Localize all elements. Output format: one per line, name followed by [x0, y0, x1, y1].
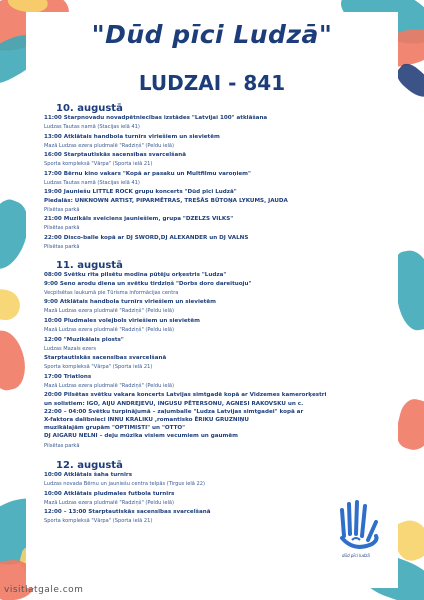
event-item: 20:00 Pilsētas svētku vakara koncerts Latvijas simtgadē kopā ar Vidzemes kamerorķestri — [44, 392, 327, 399]
event-location: Mazā Ludzas ezera pludmalē "Radziņš" (Peldu ielā) — [44, 499, 174, 506]
event-location: Pilsētas parkā — [44, 206, 80, 213]
poster-subtitle: LUDZAI - 841 — [138, 71, 286, 95]
event-item: 12:00 – 13:00 Starptautiskās sacensības svarcelšanā — [44, 509, 211, 516]
event-location: Mazā Ludzas ezera pludmalē "Radziņš" (Peldu ielā) — [44, 308, 174, 315]
event-item: 22:00 – 04:00 Svētku turpinājumā – zaļumballe "Ludza Latvijas simtgadei" kopā ar — [44, 408, 304, 415]
event-item: Starptautiskās sacensības svarcelšanā — [44, 355, 167, 362]
poster-title: "Dūd pīci Ludzā" — [91, 20, 333, 49]
event-item: 16:00 Starptautiskās sacensības svarcelšanā — [44, 152, 187, 159]
event-location: Mazā Ludzas ezera pludmalē "Radziņš" (Peldu ielā) — [44, 327, 174, 334]
event-location: Mazā Ludzas ezera pludmalē "Radziņš" (Peldu ielā) — [44, 142, 174, 149]
logo-caption: dūd pīci ludzā — [342, 553, 370, 558]
event-item: 17:00 Triatlons — [44, 373, 92, 380]
event-item: 10:00 Atklātais pludmales futbola turnīrs — [44, 490, 175, 497]
event-item: X-faktora dalībnieci INNU KRALIKU ,romantisko ĒRIKU GRUZNIŅU — [44, 416, 249, 423]
event-item: 10:00 Pludmales volejbols vīriešiem un sievietēm — [44, 317, 200, 324]
event-item: 11:00 Starpnovadu novadpētniecības izstādes "Latvijai 100" atklāšana — [44, 115, 268, 121]
event-location: Mazā Ludzas ezera pludmalē "Radziņš" (Peldu ielā) — [44, 382, 174, 389]
brush-stroke-yellow-left — [0, 288, 22, 323]
event-item: 10:00 Atklātais šaha turnīrs — [44, 471, 133, 478]
event-item: 22:00 Disco-balle kopā ar DJ SWORD,DJ ALEXANDER un DJ VALNS — [44, 234, 249, 241]
event-item: DJ AIGARU NELNI – deju mūzika visiem vecumiem un gaumēm — [44, 433, 238, 440]
event-location: Ludzas Mazais ezers — [44, 345, 96, 352]
day-heading-10-august: 10. augustā — [56, 103, 123, 114]
event-location: Pilsētas parkā — [44, 244, 80, 251]
event-location: Sporta kompleksā "Vārpa" (Sporta ielā 21) — [44, 364, 153, 371]
event-item: 19:00 Jauniešu LITTLE ROCK grupu koncerts "Dūd pīci Ludzā" — [44, 189, 237, 196]
day-heading-11-august: 11. augustā — [56, 260, 123, 272]
event-location: Vecpilsētas laukumā pie Tūrisma informācijas centra — [44, 289, 179, 296]
event-item: 9:00 Seno arodu diena un svētku tirdziņš "Dorbs doro dareituoju" — [44, 280, 252, 287]
event-item: 12:00 "Muzikālais plosts" — [44, 336, 124, 343]
source-watermark: visitlatgale.com — [4, 585, 84, 595]
event-location: Ludzas novada Bērnu un jauniešu centra telpās (Tirgus ielā 22) — [44, 481, 205, 488]
event-location: Sporta kompleksā "Vārpa" (Sporta ielā 21) — [44, 161, 153, 168]
event-item: 9:00 Atklātais handbola turnīrs vīriešiem un sievietēm — [44, 299, 216, 306]
event-location: Pilsētas parkā — [44, 442, 80, 449]
event-item: 21:00 Muzikāls sveiciens jauniešiem, grupa "DZELZS VILKS" — [44, 216, 234, 223]
event-item: 13:00 Atklātais handbola turnīrs vīriešiem un sievietēm — [44, 133, 220, 140]
event-item: muzikālajām grupām "OPTIMISTI" un "OTTO" — [44, 425, 186, 432]
event-schedule — [44, 103, 384, 527]
event-item: 08:00 Svētku rīta pilsētu modina pūtēju orķestris "Ludza" — [44, 272, 227, 279]
event-location: Ludzas Tautas namā (Stacijas ielā 41) — [44, 124, 140, 131]
day-heading-12-august: 12. augustā — [56, 459, 123, 471]
event-location: Pilsētas parkā — [44, 225, 80, 232]
event-location: Sporta kompleksā "Vārpa" (Sporta ielā 21) — [44, 518, 153, 525]
event-location: Ludzas Tautas namā (Stacijas ielā 41) — [44, 180, 140, 187]
event-item: Piedalās: UNKNOWN ARTIST, PIPARMĒTRAS, TREŠĀS BŪTOŅA LYKUMS, JAUDA — [44, 197, 288, 204]
festival-logo-icon — [338, 496, 384, 556]
event-item: 17:00 Bērnu kino vakars "Kopā ar pasaku un Multfilmu varoņiem" — [44, 170, 251, 177]
event-item: un solistiem: IGO, AIJU ANDREJEVU, INGUSU PĒTERSONU, AGNESI RAKOVSKU un c. — [44, 400, 304, 407]
